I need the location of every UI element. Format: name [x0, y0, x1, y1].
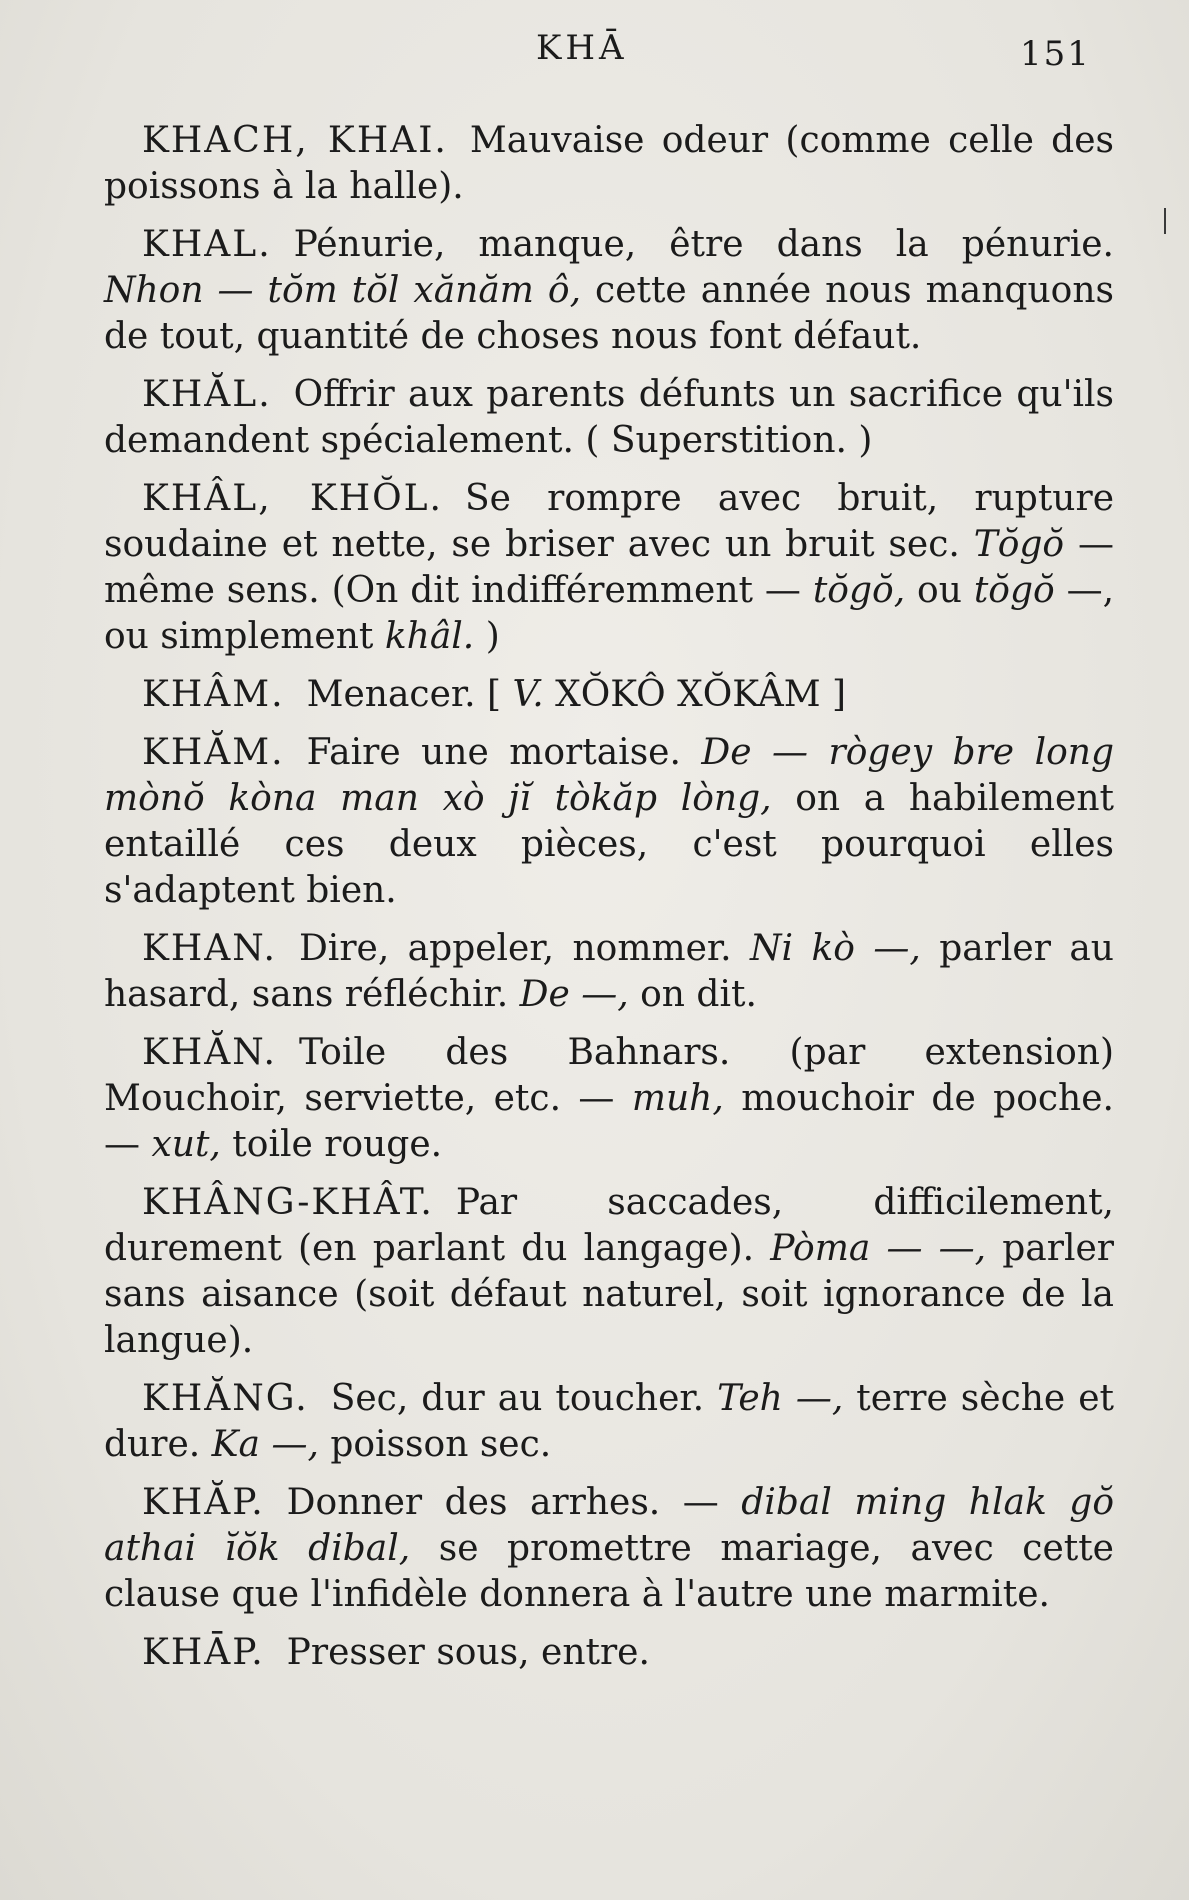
headword: KHĂP.	[142, 1482, 265, 1523]
translation: parler au hasard, sans réfléchir.	[104, 928, 1114, 1015]
entry-khap-breve	[104, 1480, 1114, 1618]
example: Pòma — —,	[770, 1228, 987, 1269]
example: dibal ming hlak gŏ athai ĭŏk dibal,	[104, 1482, 1114, 1569]
translation: ou	[905, 570, 974, 611]
translation: )	[474, 616, 500, 657]
translation: on dit.	[628, 974, 757, 1015]
translation: mouchoir de poche. —	[104, 1078, 1114, 1165]
cross-ref: XŎKÔ XŎKÂM ]	[543, 674, 847, 715]
example: Tŏgŏ	[973, 524, 1065, 565]
headword: KHĀP.	[142, 1632, 265, 1673]
definition: Presser sous, entre.	[286, 1632, 650, 1673]
definition: Pénurie, manque, être dans la pénurie.	[293, 224, 1114, 265]
translation: toile rouge.	[220, 1124, 443, 1165]
running-title: KHĀ	[536, 28, 628, 68]
example: muh,	[631, 1078, 724, 1119]
example: Nhon — tŏm tŏl xănăm ô,	[104, 270, 582, 311]
margin-mark	[1164, 208, 1166, 234]
translation: poisson sec.	[318, 1424, 552, 1465]
entry-khap-macron	[104, 1630, 1114, 1676]
example: Ka —,	[211, 1424, 319, 1465]
headword: KHAN.	[142, 928, 277, 969]
headword: KHAL.	[142, 224, 272, 265]
entry-khang	[104, 1376, 1114, 1468]
translation: —, ou simplement	[104, 570, 1115, 657]
entry-kham-breve	[104, 730, 1114, 914]
definition: Par saccades, difficilement, durement (en parlant du langage).	[104, 1182, 1114, 1269]
translation: — même sens. (On dit indifféremment —	[104, 524, 1114, 611]
example: Ni kò —,	[750, 928, 921, 969]
headword: KHĂNG.	[142, 1378, 309, 1419]
translation: on a habilement entaillé ces deux pièces, c'est pourquoi elles s'adaptent bien.	[104, 778, 1114, 911]
example: tŏgŏ	[973, 570, 1055, 611]
example: De —,	[519, 974, 629, 1015]
headword: KHÂNG-KHÂT.	[142, 1182, 434, 1223]
headword: KHĂM.	[142, 732, 285, 773]
entry-khal-breve	[104, 372, 1114, 464]
definition: Mauvaise odeur (comme celle des poissons à la halle).	[104, 120, 1114, 207]
translation: cette année nous manquons de tout, quantité de choses nous font défaut.	[104, 270, 1114, 357]
cross-ref-marker: V.	[512, 674, 544, 715]
example: xut,	[151, 1124, 221, 1165]
translation: terre sèche et dure.	[104, 1378, 1115, 1465]
page-number: 151	[1020, 34, 1091, 74]
example: khâl.	[384, 616, 475, 657]
headword: KHÂL, KHŎL.	[142, 478, 443, 519]
headword: KHĂL.	[142, 374, 272, 415]
example: Teh —,	[717, 1378, 844, 1419]
definition: Dire, appeler, nommer.	[298, 928, 751, 969]
example: tŏgŏ,	[812, 570, 906, 611]
entry-kham	[104, 672, 1114, 718]
entry-khan-breve	[104, 1030, 1114, 1168]
definition: Faire une mortaise.	[306, 732, 702, 773]
definition: Toile des Bahnars. (par extension) Mouchoir, serviette, etc. —	[104, 1032, 1114, 1119]
example: De — rògey bre long mònŏ kòna man xò jĭ tòkăp lòng,	[104, 732, 1115, 819]
definition: Sec, dur au toucher.	[330, 1378, 718, 1419]
headword: KHĂN.	[142, 1032, 277, 1073]
headword: KHACH, KHAI.	[142, 120, 448, 161]
entry-khal-khol	[104, 476, 1114, 660]
translation: se promettre mariage, avec cette clause que l'infidèle donnera à l'autre une marmite.	[104, 1528, 1114, 1615]
definition: Menacer. [	[306, 674, 513, 715]
definition: Offrir aux parents défunts un sacrifice qu'ils demandent spécialement. ( Superstition. )	[104, 374, 1114, 461]
definition: Se rompre avec bruit, rupture soudaine et nette, se briser avec un bruit sec.	[104, 478, 1115, 565]
entry-khach	[104, 118, 1114, 210]
running-head	[0, 28, 1189, 78]
definition: Donner des arrhes. —	[286, 1482, 742, 1523]
entry-khal	[104, 222, 1114, 360]
headword: KHÂM.	[142, 674, 285, 715]
dictionary-entries	[104, 118, 1114, 1688]
entry-khang-khat	[104, 1180, 1114, 1364]
entry-khan	[104, 926, 1114, 1018]
translation: parler sans aisance (soit défaut naturel, soit ignorance de la langue).	[104, 1228, 1114, 1361]
